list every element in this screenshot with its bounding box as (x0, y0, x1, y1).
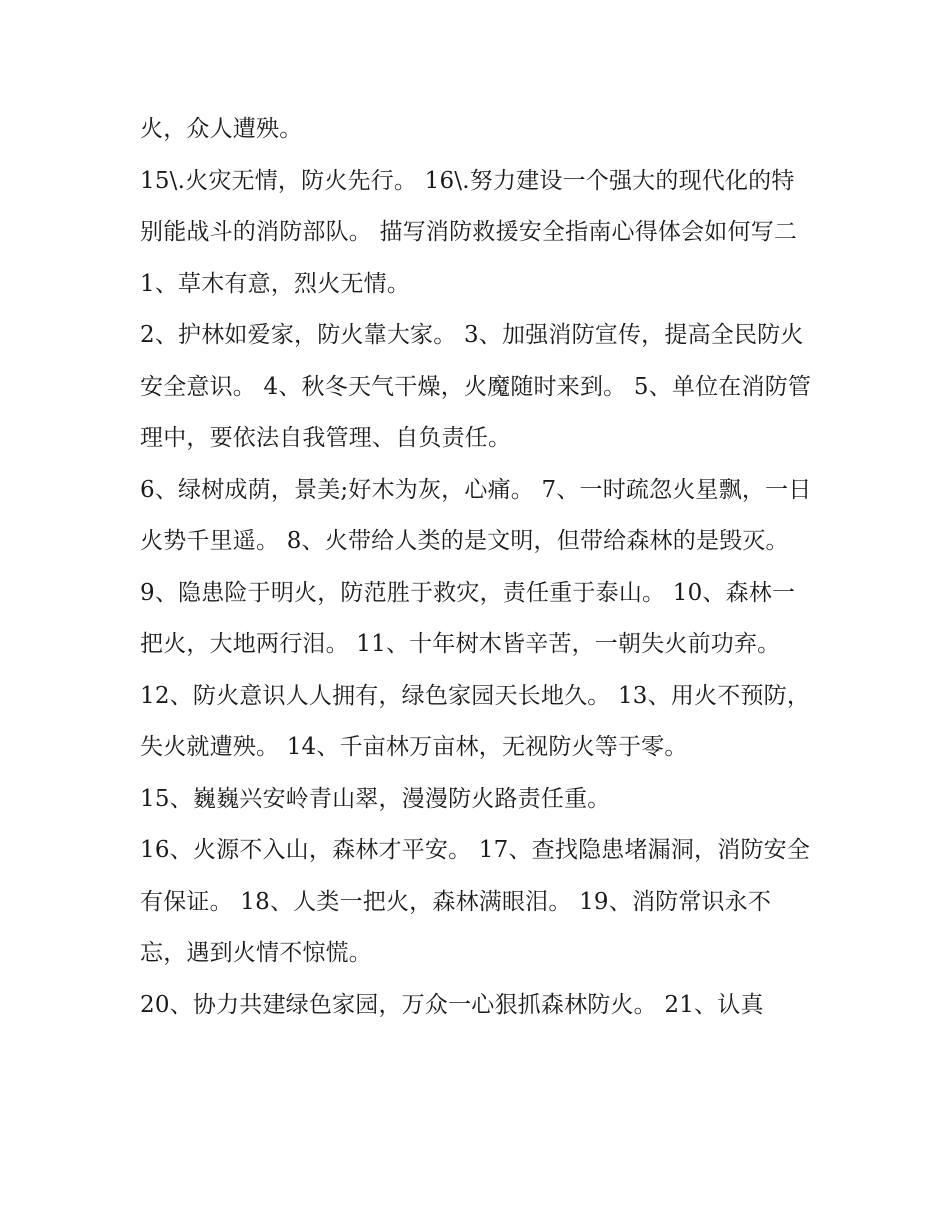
paragraph: 9、隐患险于明火，防范胜于救灾，责任重于泰山。 10、森林一把火，大地两行泪。 11、十年树木皆辛苦，一朝失火前功弃。 (140, 579, 796, 657)
paragraph: 2、护林如爱家，防火靠大家。 3、加强消防宣传，提高全民防火安全意识。 4、秋冬天气干燥，火魔随时来到。 5、单位在消防管理中，要依法自我管理、自负责任。 (140, 322, 812, 451)
paragraph: 12、防火意识人人拥有，绿色家园天长地久。 13、用火不预防，失火就遭殃。 14、千亩林万亩林，无视防火等于零。 (140, 682, 811, 760)
paragraph: 15、巍巍兴安岭青山翠，漫漫防火路责任重。 (140, 785, 611, 812)
paragraph: 16、火源不入山，森林才平安。 17、查找隐患堵漏洞，消防安全有保证。 18、人类一把火，森林满眼泪。 19、消防常识永不忘，遇到火情不惊慌。 (140, 837, 811, 966)
paragraph: 15\.火灾无情，防火先行。 16\.努力建设一个强大的现代化的特别能战斗的消防部队。 描写消防救援安全指南心得体会如何写二 1、草木有意，烈火无情。 (140, 167, 798, 297)
paragraph: 火，众人遭殃。 (140, 116, 303, 142)
paragraph: 6、绿树成荫，景美;好木为灰，心痛。 7、一时疏忽火星飘，一日火势千里遥。 8、火带给人类的是文明，但带给森林的是毁灭。 (140, 476, 812, 554)
document-body (140, 104, 812, 1031)
paragraph: 20、协力共建绿色家园，万众一心狠抓森林防火。 21、认真 (140, 991, 764, 1018)
